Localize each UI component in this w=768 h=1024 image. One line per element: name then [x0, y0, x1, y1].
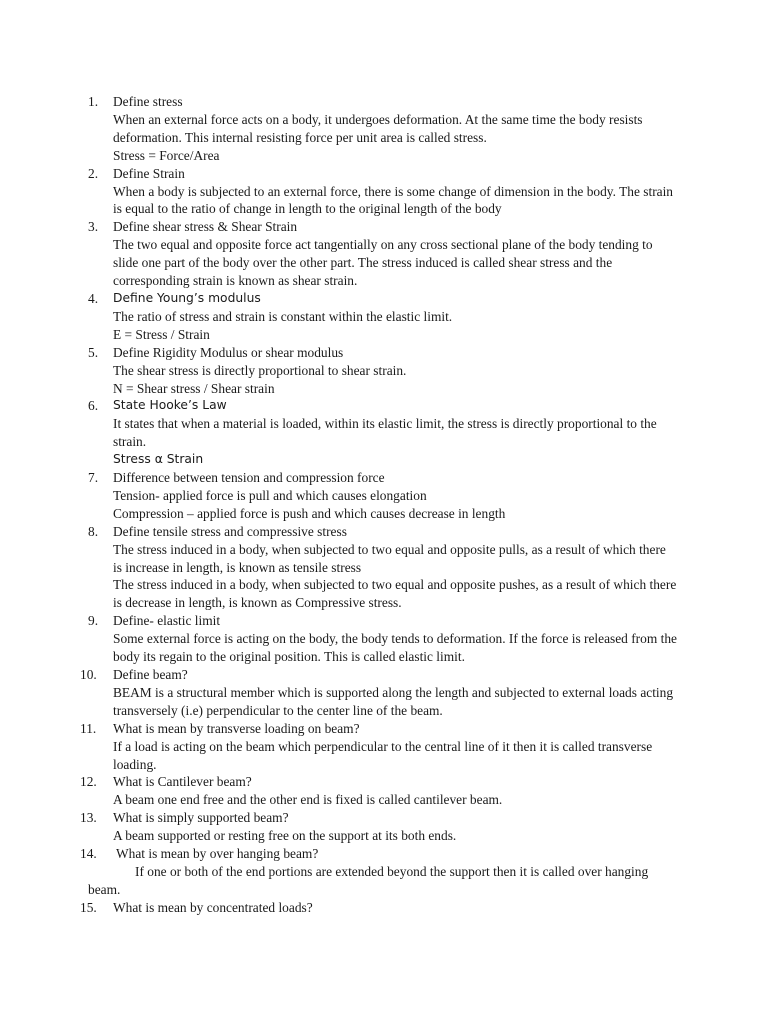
item-number: 4. [88, 290, 99, 306]
item-formula: Stress α Strain [113, 452, 204, 467]
item-number: 11. [80, 720, 97, 736]
item-question: Define shear stress & Shear Strain [113, 219, 298, 235]
item-answer: The ratio of stress and strain is constant within the elastic limit. [113, 308, 453, 324]
item-formula: N = Shear stress / Shear strain [113, 380, 275, 396]
item-number: 6. [88, 398, 99, 414]
item-question: Define Rigidity Modulus or shear modulus [113, 344, 344, 360]
item-question: Difference between tension and compression force [113, 470, 385, 486]
item-number: 10. [80, 667, 97, 682]
item-question: What is mean by concentrated loads? [113, 899, 313, 915]
list-item [0, 290, 768, 344]
item-question: Define- elastic limit [113, 613, 221, 629]
item-answer: The stress induced in a body, when subjected to two equal and opposite pushes, as a result of which there is decrease in length, is known as Compressive stress. [113, 577, 677, 611]
item-answer: Some external force is acting on the body, the body tends to deformation. If the force is released from the body its regain to the original position. This is called elastic limit. [113, 631, 677, 665]
list-item [0, 344, 768, 398]
list-item [0, 469, 768, 523]
item-number: 7. [88, 470, 99, 486]
list-item [0, 720, 768, 774]
item-question: State Hooke’s Law [113, 398, 227, 413]
item-number: 13. [80, 810, 97, 826]
item-number: 3. [88, 219, 99, 235]
item-answer: It states that when a material is loaded, within its elastic limit, the stress is directly proportional to the strain. [113, 416, 657, 450]
list-item [0, 809, 768, 845]
list-item [0, 612, 768, 666]
item-question: Define beam? [113, 667, 188, 682]
item-number: 9. [88, 613, 99, 629]
item-question: Define Strain [113, 165, 185, 181]
item-number: 14. [80, 846, 97, 862]
list-item [0, 666, 768, 720]
list-item [0, 397, 768, 469]
item-answer: Compression – applied force is push and which causes decrease in length [113, 505, 506, 521]
item-number: 15. [80, 899, 97, 915]
item-answer: The shear stress is directly proportional to shear strain. [113, 362, 407, 378]
item-number: 5. [88, 344, 99, 360]
item-question: What is mean by over hanging beam? [116, 846, 319, 862]
item-question: Define stress [113, 94, 183, 109]
item-formula: E = Stress / Strain [113, 326, 210, 342]
item-number: 2. [88, 165, 99, 181]
item-number: 12. [80, 774, 97, 790]
item-answer: A beam one end free and the other end is fixed is called cantilever beam. [113, 792, 503, 808]
item-answer: The stress induced in a body, when subjected to two equal and opposite pulls, as a result of which there is increase in length, is known as tensile stress [113, 541, 666, 575]
item-question: What is Cantilever beam? [113, 774, 252, 790]
item-formula: Stress = Force/Area [113, 147, 220, 163]
item-answer: When an external force acts on a body, it undergoes deformation. At the same time the body resists deformation. This internal resisting force per unit area is called stress. [113, 111, 643, 145]
item-answer: A beam supported or resting free on the support at its both ends. [113, 828, 457, 844]
list-item [0, 523, 768, 613]
item-answer: The two equal and opposite force act tangentially on any cross sectional plane of the body tending to slide one part of the body over the other part. The stress induced is called shear stress and the corresponding strain is known as shear strain. [113, 237, 653, 289]
item-number: 1. [88, 94, 99, 109]
item-answer: If a load is acting on the beam which perpendicular to the central line of it then it is called transverse loading. [113, 738, 653, 772]
item-answer: If one or both of the end portions are extended beyond the support then it is called over hanging beam. [88, 863, 649, 897]
list-item [0, 165, 768, 219]
item-question: Define tensile stress and compressive stress [113, 523, 347, 539]
item-question: What is simply supported beam? [113, 810, 289, 826]
item-answer: Tension- applied force is pull and which causes elongation [113, 487, 427, 503]
list-item [0, 845, 768, 899]
list-item [0, 218, 768, 290]
item-answer: When a body is subjected to an external force, there is some change of dimension in the body. The strain is equal to the ratio of change in length to the original length of the body [113, 183, 674, 217]
list-item [0, 773, 768, 809]
item-number: 8. [88, 523, 99, 539]
list-item [0, 93, 768, 165]
list-item [0, 899, 768, 917]
item-question: Define Young’s modulus [113, 290, 261, 305]
item-answer: BEAM is a structural member which is supported along the length and subjected to external loads acting transversely (i.e) perpendicular to the center line of the beam. [113, 684, 674, 718]
item-question: What is mean by transverse loading on beam? [113, 720, 360, 736]
